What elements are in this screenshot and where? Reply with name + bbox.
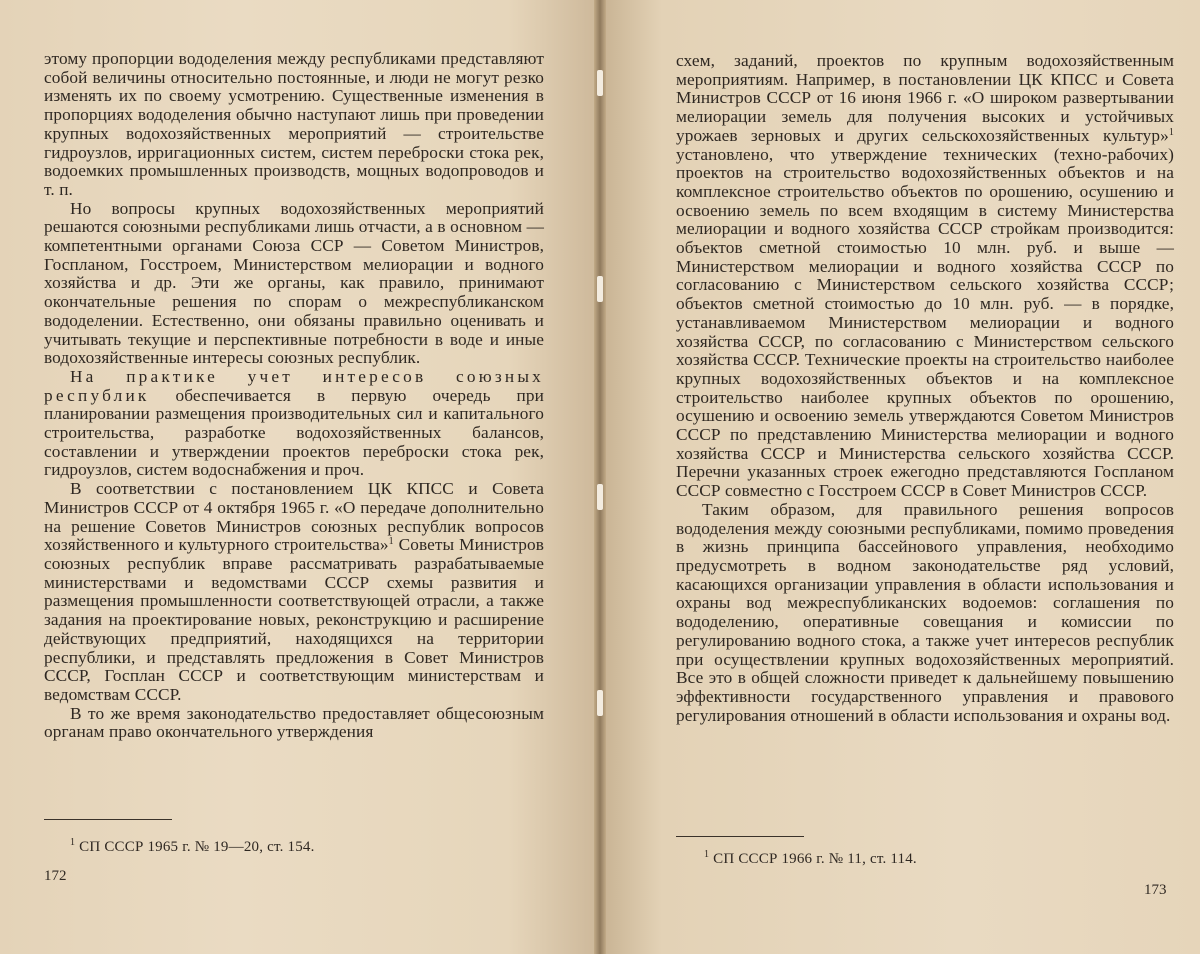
right-page bbox=[602, 0, 1200, 954]
left-page-body bbox=[44, 50, 544, 742]
footnote-divider bbox=[676, 836, 804, 837]
footnote-marker: 1 bbox=[70, 837, 76, 848]
paragraph: В то же время законодательство предоставляет общесоюзным органам право окончательного утверждения bbox=[44, 703, 544, 742]
page-number: 172 bbox=[44, 868, 67, 884]
binding-stitch bbox=[597, 276, 603, 302]
paragraph: Таким образом, для правильного решения вопросов вододеления между союзными республиками, помимо проведения в жизнь принципа бассейнового управления, необходимо предусмотреть в водном законодательстве ряд условий, касающихся организации управления в области использования и охраны вод межреспубликанских водоемов: соглашения по вододелению, оперативные совещания и комиссии по регулированию водного стока, а также учет интересов республик при осуществлении крупных водохозяйственных мероприятий. Все это в общей сложности приведет к дальнейшему повышению эффективности государственного управления и правового регулирования отношений в области использования и охраны вод. bbox=[676, 499, 1174, 725]
book-gutter bbox=[594, 0, 606, 954]
paragraph-text: установлено, что утверждение технических (техно-рабочих) проектов на строительство водохозяйственных объектов и на комплексное строительство объектов по орошению, осушению и освоению земель по всем входящим в систему Министерства мелиорации и водного хозяйства СССР стройкам производится: объектов сметной стоимостью 10 млн. руб. и выше — Министерством мелиорации и водного хозяйства СССР по согласованию с Министерством сельского хозяйства СССР; объектов сметной стоимостью до 10 млн. руб. — в порядке, устанавливаемом Министерством мелиорации и водного хозяйства СССР, по согласованию с Министерством сельского хозяйства СССР. Технические проекты на строительство наиболее крупных водохозяйственных объектов и на комплексное строительство наиболее крупных объектов по орошению, осушению и освоению земель утверждаются Советом Министров СССР по представлению Министерства мелиорации и водного хозяйства СССР и Министерства сельского хозяйства СССР. Перечни указанных строек ежегодно представляются Госпланом СССР совместно с Госстроем СССР в Совет Министров СССР. bbox=[676, 144, 1174, 501]
footnote-divider bbox=[44, 819, 172, 820]
paragraph bbox=[44, 480, 544, 704]
binding-stitch bbox=[597, 70, 603, 96]
footnote-reference: 1 bbox=[388, 536, 394, 548]
footnote-text: СП СССР 1966 г. № 11, ст. 114. bbox=[713, 851, 917, 867]
footnote bbox=[704, 851, 917, 868]
page-number: 173 bbox=[1144, 882, 1167, 898]
paragraph bbox=[44, 368, 544, 480]
left-page bbox=[0, 0, 598, 954]
footnote bbox=[70, 839, 315, 856]
footnote-marker: 1 bbox=[704, 849, 710, 860]
paragraph-text: обеспечивается в первую очередь при планировании размещения производительных сил и капитального строительства, разработке водохозяйственных балансов, составлении и утверждении проектов переброски стока рек, гидроузлов, систем водоснабжения и проч. bbox=[44, 385, 544, 480]
paragraph bbox=[676, 52, 1174, 501]
paragraph-text: В соответствии с постановлением ЦК КПСС и Совета Министров СССР от 4 октября 1965 г. «О передаче дополнительно на решение Советов Министров союзных республик вопросов хозяйственного и культурного строительства» bbox=[44, 479, 544, 555]
binding-stitch bbox=[597, 690, 603, 716]
spaced-emphasis: На практике учет интересов союзных республик bbox=[44, 366, 544, 405]
right-page-body bbox=[676, 52, 1174, 725]
paragraph-text: схем, заданий, проектов по крупным водохозяйственным мероприятиям. Например, в постановлении ЦК КПСС и Совета Министров СССР от 16 июня 1966 г. «О широком развертывании мелиорации земель для получения высоких и устойчивых урожаев зерновых и других сельскохозяйственных культур» bbox=[676, 51, 1174, 145]
paragraph: этому пропорции вододеления между республиками представляют собой величины относительно постоянные, и люди не могут резко изменять их по своему усмотрению. Существенные изменения в пропорциях вододеления обычно наступают лишь при проведении крупных водохозяйственных мероприятий — строительстве гидроузлов, ирригационных систем, систем переброски стока рек, водоемких промышленных производств, мощных водопроводов и т. п. bbox=[44, 49, 544, 199]
footnote-reference: 1 bbox=[1168, 126, 1174, 138]
paragraph: Но вопросы крупных водохозяйственных мероприятий решаются союзными республиками лишь отчасти, а в основном — компетентными органами Союза ССР — Советом Министров, Госпланом, Госстроем, Министерством мелиорации и водного хозяйства и др. Эти же органы, как правило, принимают окончательные решения по спорам о межреспубликанском вододелении. Естественно, они обязаны правильно оценивать и учитывать текущие и перспективные потребности в воде и иные водохозяйственные интересы союзных республик. bbox=[44, 198, 544, 368]
footnote-text: СП СССР 1965 г. № 19—20, ст. 154. bbox=[79, 839, 315, 855]
paragraph-text: Советы Министров союзных республик вправе рассматривать разрабатываемые министерствами и ведомствами СССР схемы развития и размещения промышленности соответствующей отрасли, а также задания на проектирование новых, реконструкцию и расширение действующих предприятий, находящихся на территории республики, и представлять предложения в Совет Министров СССР, Госплан СССР и соответствующим министерствам и ведомствам СССР. bbox=[44, 535, 544, 704]
binding-stitch bbox=[597, 484, 603, 510]
